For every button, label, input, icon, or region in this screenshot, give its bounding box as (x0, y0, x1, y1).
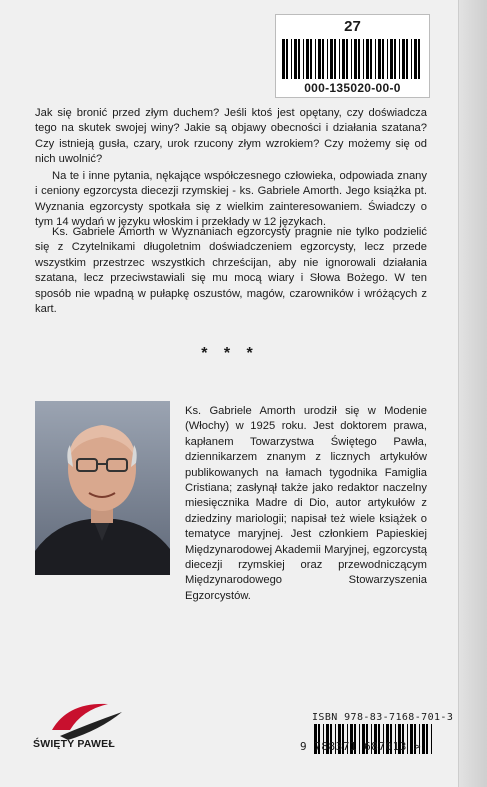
author-photo (35, 401, 170, 575)
barcode-bar (432, 724, 434, 754)
cover-edge (458, 0, 487, 787)
blurb-paragraph-1 (35, 106, 427, 168)
blurb-paragraph-2 (35, 169, 427, 231)
label-barcode (280, 39, 425, 79)
inventory-label (275, 14, 430, 98)
label-number: 27 (344, 18, 361, 35)
paragraph-text: Na te i inne pytania, nękające współczesnego człowieka, odpowiada znany i ceniony egzorcysta diecezji rzymskiej - ks. Gabriele Amorth. Jego książka pt. Wyznania egzorcysty spotkała się z wielkim zainteresowaniem. Świadczy o tym 14 wydań w języku włoskim i przekłady w 12 językach. (35, 170, 427, 229)
label-code: 000-135020-00-0 (304, 81, 401, 95)
section-separator: * * * (201, 345, 259, 362)
barcode-bar (420, 39, 423, 79)
author-bio: Ks. Gabriele Amorth urodził się w Modenie (Włochy) w 1925 roku. Jest doktorem prawa, kapłanem Towarzystwa Świętego Pawła, dziennikarzem znanym z licznych artykułów publikowanych na łamach tygodnika Famiglia Cristiana; zasłynął także jako redaktor naczelny miesięcznika Madre di Dio, autor artykułów z dziedziny mariologii; napisał też wiele książek o tematyce maryjnej. Jest członkiem Papieskiej Międzynarodowej Akademii Maryjnej, egzorcystą diecezji rzymskiej oraz przewodniczącym Międzynarodowego Stowarzyszenia Egzorcystów. (185, 405, 427, 602)
isbn-digits: 9 788371 687013 > (300, 740, 422, 753)
paragraph-text: Jak się bronić przed złym duchem? Jeśli ktoś jest opętany, czy doświadcza tego na skutek swojej winy? Jakie są objawy obecności i działania szatana? Czy istnieją gusła, czary, urok rzucony złym wzrokiem? Czy możemy się od nich uwolnić? (35, 107, 427, 166)
blurb-paragraph-3 (35, 225, 427, 317)
publisher-name: ŚWIĘTY PAWEŁ (33, 738, 115, 750)
paragraph-text: Ks. Gabriele Amorth w Wyznaniach egzorcysty pragnie nie tylko podzielić się z Czytelnikami długoletnim doświadczeniem egzorcysty, lecz przede wszystkim przestrzec wszystkich chrześcijan, aby nie ignorowali działania szatana, lecz przeciwstawiali się mu mocą wiary i Słowa Bożego. W ten sposób nie wpadną w pułapkę oszustów, magów, czarowników i wróżących z kart. (35, 226, 427, 316)
isbn-label: ISBN 978-83-7168-701-3 (312, 712, 454, 723)
